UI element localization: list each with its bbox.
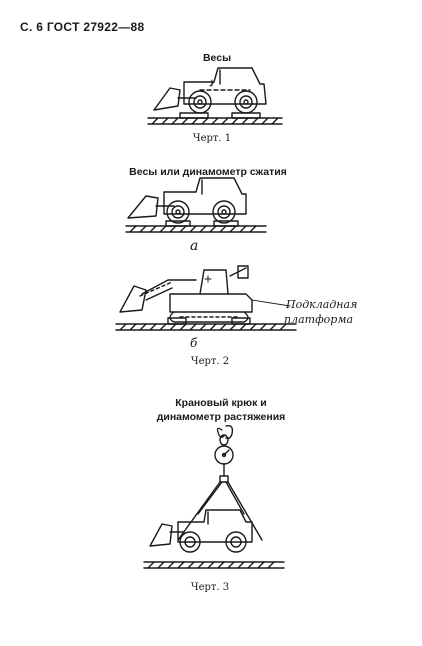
figure-3-hoist-drawing — [144, 426, 284, 568]
figure-1-label: Весы — [202, 52, 232, 64]
figure-3-label-line2: динамометр растяжения — [156, 411, 286, 423]
platform-label-line2: платформа — [284, 313, 354, 326]
figure-1-loader-drawing — [148, 68, 282, 124]
figure-3-label-line1: Крановый крюк и — [175, 397, 267, 409]
figure-2-sub-a: а — [190, 238, 199, 254]
platform-label-line1: Подкладная — [286, 298, 358, 311]
figure-1-caption: Черт. 1 — [192, 133, 232, 144]
page-header: С. 6 ГОСТ 27922—88 — [20, 20, 145, 34]
figure-2-caption: Черт. 2 — [190, 356, 230, 367]
figure-3-caption: Черт. 3 — [190, 582, 230, 593]
figure-2-sub-b: б — [190, 336, 198, 350]
figure-2b-crawler-drawing — [116, 266, 296, 330]
figure-2a-loader-drawing — [126, 178, 266, 232]
figure-2-label: Весы или динамометр сжатия — [129, 166, 287, 178]
